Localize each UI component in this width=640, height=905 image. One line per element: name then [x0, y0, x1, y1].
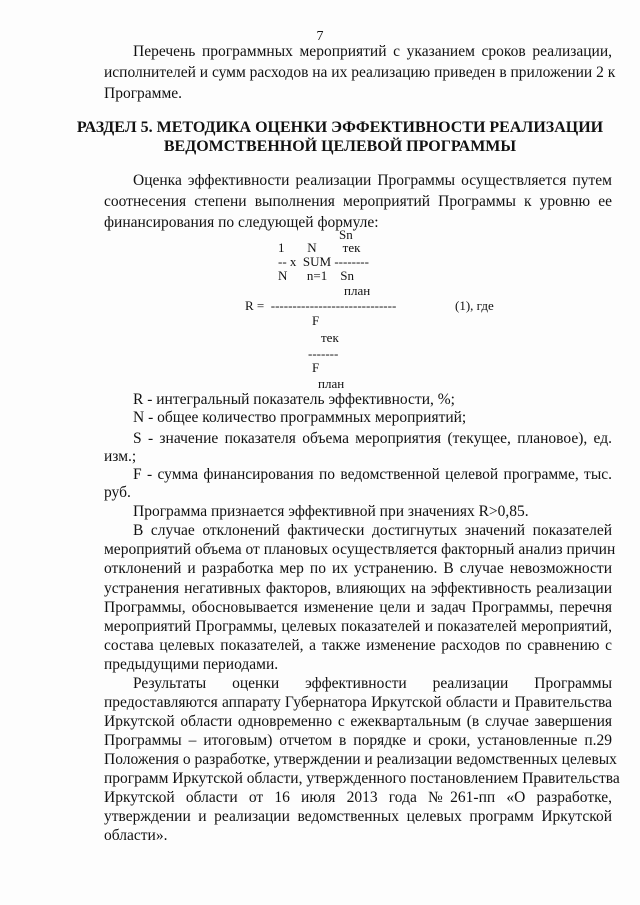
- results-line-2: предоставляются аппарату Губернатора Иркутской области и Правительства: [104, 694, 612, 711]
- intro-line-1: Перечень программных мероприятий с указанием сроков реализации,: [133, 43, 612, 60]
- results-line-7: Иркутской области от 16 июля 2013 года №261-пп «О разработке,: [104, 789, 612, 806]
- section-title-line-2: ВЕДОМСТВЕННОЙ ЦЕЛЕВОЙ ПРОГРАММЫ: [163, 138, 517, 155]
- formula-number: (1), где: [455, 298, 494, 313]
- formula-dash: -------: [308, 346, 339, 361]
- deviation-line-3: отклонений и разработка мер по их устранению. В случае невозможности: [104, 560, 612, 577]
- effective-criterion: Программа признается эффективной при значениях R>0,85.: [133, 503, 529, 520]
- formula-sn: Sn: [339, 227, 353, 242]
- formula-plan-1: план: [344, 283, 371, 298]
- deviation-line-5: Программы, обосновывается изменение цели и задач Программы, перечня: [104, 599, 612, 616]
- formula-row-2: 1 N тек: [278, 240, 361, 255]
- section-title-line-1: РАЗДЕЛ 5. МЕТОДИКА ОЦЕНКИ ЭФФЕКТИВНОСТИ РЕАЛИЗАЦИИ: [76, 119, 604, 136]
- deviation-line-6: мероприятий Программы, целевых показателей и показателей мероприятий,: [104, 618, 612, 635]
- intro-line-2: исполнителей и сумм расходов на их реализацию приведен в приложении 2 к: [104, 64, 616, 81]
- results-line-5: Положения о разработке, утверждении и реализации ведомственных целевых: [104, 751, 617, 768]
- page-number: 7: [316, 29, 324, 44]
- def-s-cont: изм.;: [104, 448, 137, 465]
- formula-row-4: N n=1 Sn: [278, 268, 354, 283]
- deviation-line-7: состава целевых показателей, а также изменение расходов по сравнению с: [104, 637, 612, 654]
- formula-row-3: -- x SUM --------: [278, 254, 369, 269]
- results-line-6: программ Иркутской области, утвержденного постановлением Правительства: [104, 770, 620, 787]
- results-line-4: Программы – итоговым) отчетом в порядке и сроки, установленные п.29: [104, 732, 612, 749]
- results-line-9: области».: [104, 827, 168, 844]
- def-f-cont: руб.: [104, 484, 131, 501]
- def-s: S - значение показателя объема мероприятия (текущее, плановое), ед.: [133, 430, 612, 447]
- results-line-8: утверждении и реализации ведомственных целевых программ Иркутской: [104, 808, 612, 825]
- method-line-3: финансирования по следующей формуле:: [104, 214, 379, 231]
- method-line-2: соотнесения степени выполнения мероприятий Программы к уровню ее: [104, 193, 612, 210]
- def-n: N - общее количество программных мероприятий;: [133, 409, 467, 426]
- formula-main-line: R = -----------------------------: [245, 298, 397, 313]
- deviation-line-1: В случае отклонений фактически достигнутых значений показателей: [133, 522, 612, 539]
- formula-plan-2: план: [318, 376, 345, 391]
- formula-f-2: F: [312, 360, 320, 375]
- results-line-3: Иркутской области одновременно с ежеквартальным (в случае завершения: [104, 713, 612, 730]
- deviation-line-2: мероприятий объема от плановых осуществляется факторный анализ причин: [104, 541, 616, 558]
- formula-tek: тек: [321, 330, 339, 345]
- def-r: R - интегральный показатель эффективности, %;: [133, 391, 455, 408]
- deviation-line-4: устранения негативных факторов, влияющих на эффективность реализации: [104, 580, 612, 597]
- deviation-line-8: предыдущими периодами.: [104, 656, 279, 673]
- def-f: F - сумма финансирования по ведомственной целевой программе, тыс.: [133, 466, 612, 483]
- results-line-1: Результаты оценки эффективности реализации Программы: [133, 675, 612, 692]
- intro-line-3: Программе.: [104, 85, 183, 102]
- method-line-1: Оценка эффективности реализации Программы осуществляется путем: [133, 172, 612, 189]
- formula-f-1: F: [312, 313, 320, 328]
